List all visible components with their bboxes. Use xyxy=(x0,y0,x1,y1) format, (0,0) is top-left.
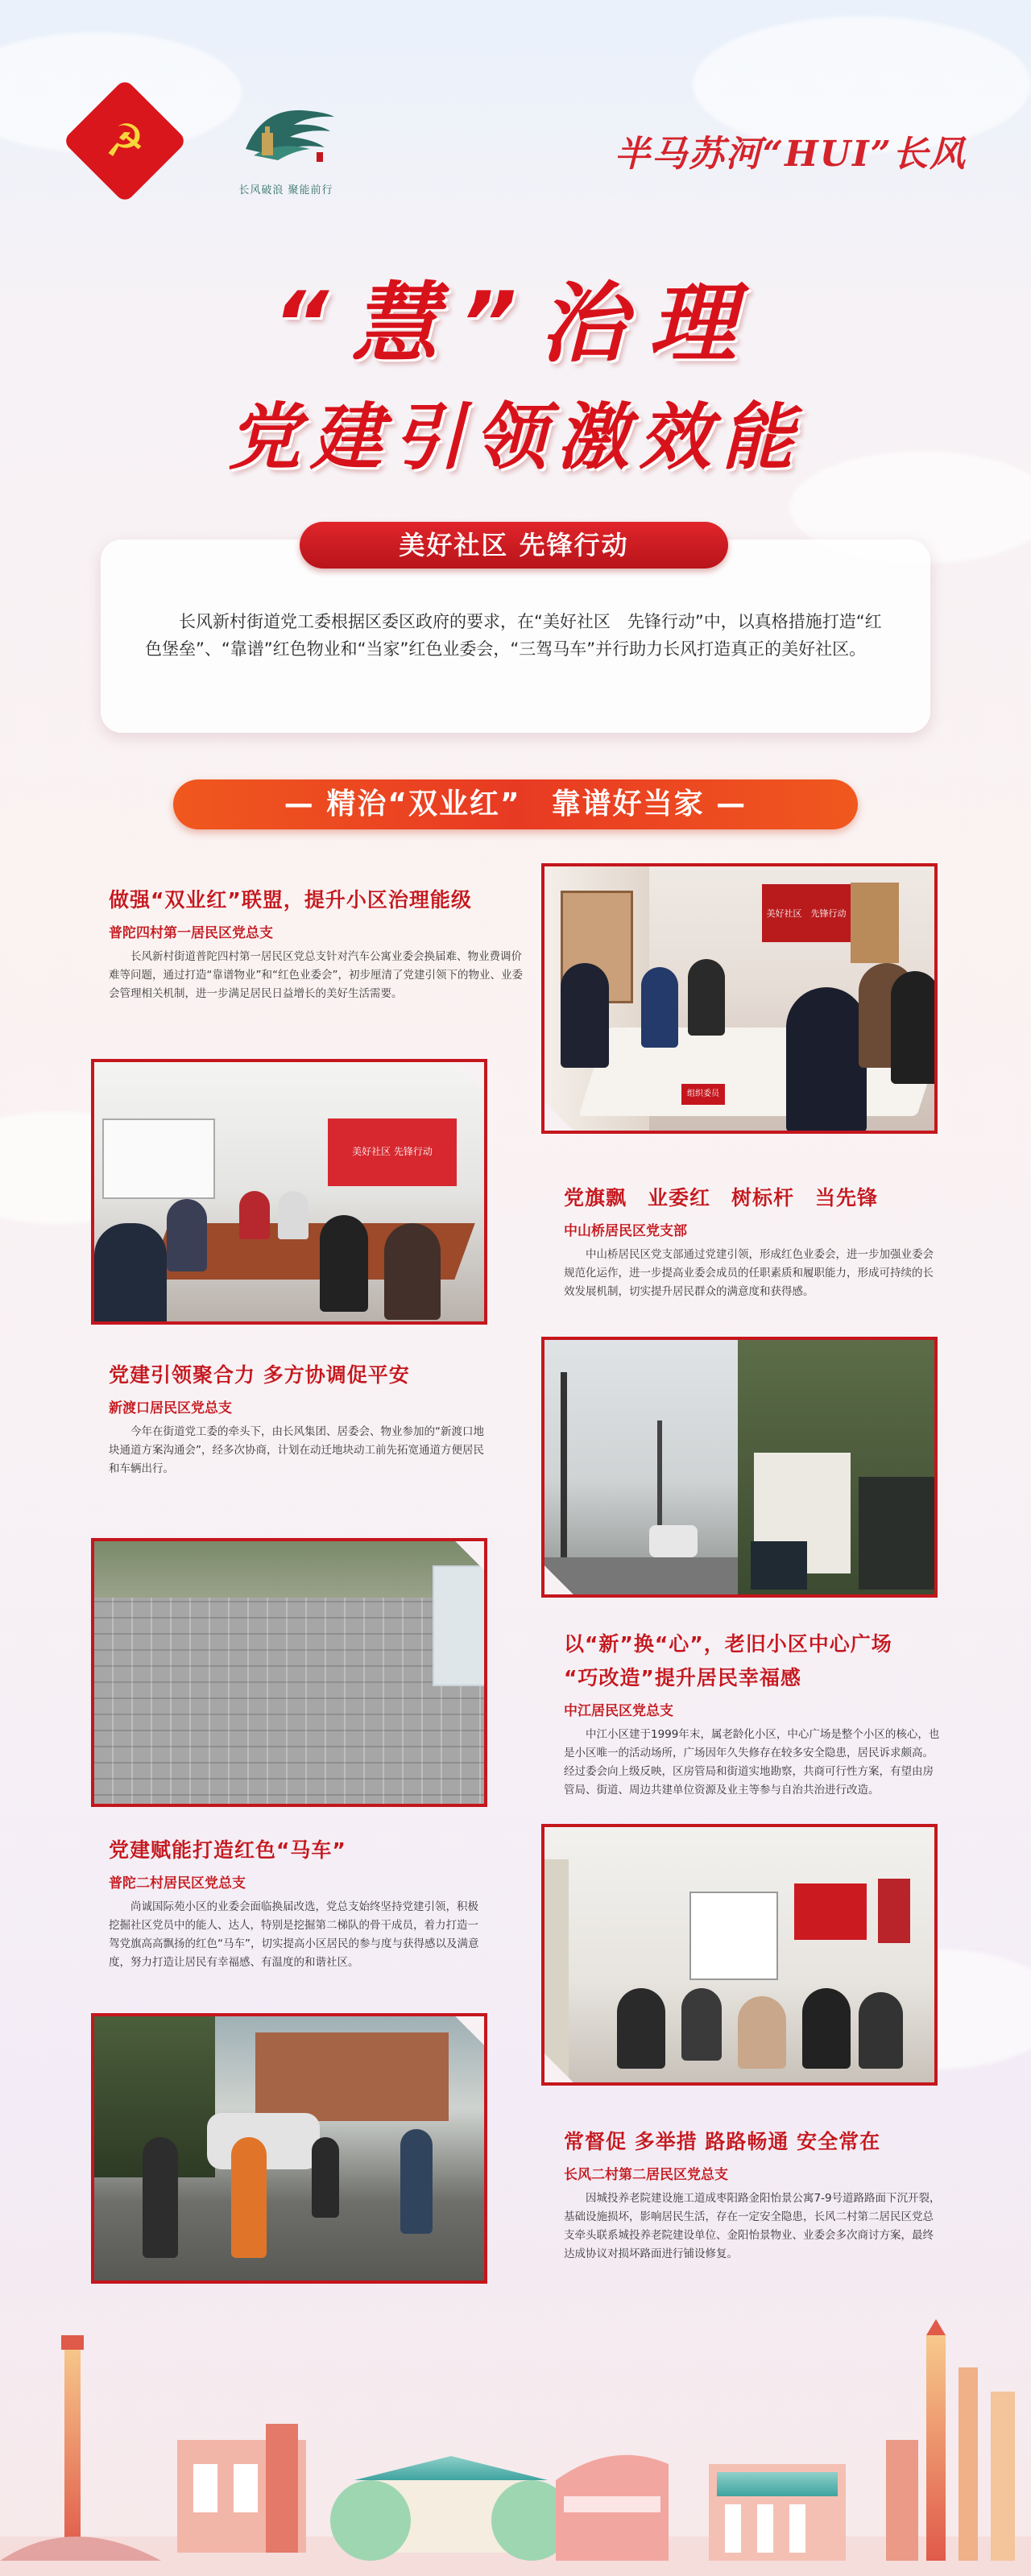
section-title: 党旗飘 业委红 树标杆 当先锋 xyxy=(564,1186,879,1209)
intro-pill-heading: 美好社区 先锋行动 xyxy=(300,522,728,569)
changfeng-logo xyxy=(217,85,354,205)
photo-party-room xyxy=(541,1824,938,2086)
section-org: 普陀二村居民区党总支 xyxy=(109,1875,246,1892)
photo-plaza xyxy=(91,1538,487,1807)
section-1 xyxy=(109,884,528,1003)
section-body: 长风新村街道普陀四村第一居民区党总支针对汽车公寓业委会换届难、物业费调价难等问题，通过打造“靠谱物业”和“红色业委会”，初步厘清了党建引领下的物业、业委会管理相关机制，进一步满足居民日益增长的美好生活需要。 xyxy=(109,950,523,1000)
photo-meeting-2 xyxy=(91,1059,487,1325)
photo-meeting-1 xyxy=(541,863,938,1134)
section-body: 今年在街道党工委的牵头下，由长风集团、居委会、物业参加的“新渡口地块通道方案沟通会”，经多次协商，计划在动迁地块动工前先拓宽通道方便居民和车辆出行。 xyxy=(109,1425,484,1475)
section-title: 以“新”换“心”，老旧小区中心广场 xyxy=(564,1632,892,1656)
section-5 xyxy=(109,1834,487,1972)
page-title: “慧”治理 xyxy=(272,274,759,374)
meeting-screen: 美好社区 先锋行动 xyxy=(328,1118,457,1186)
photo-road xyxy=(91,2013,487,2284)
wave-logo-icon xyxy=(230,93,342,173)
photo-street xyxy=(541,1337,938,1598)
section-title: 做强“双业红”联盟，提升小区治理能级 xyxy=(109,888,472,912)
section-org: 长风二村第二居民区党总支 xyxy=(564,2167,728,2183)
city-skyline-illustration xyxy=(0,2319,1031,2576)
section-4 xyxy=(564,1628,942,1800)
party-emblem-icon xyxy=(62,78,188,204)
intro-paragraph: 长风新村街道党工委根据区委区政府的要求，在“美好社区 先锋行动”中，以真格措施打造“红色堡垒”、“靠谱”红色物业和“当家”红色业委会，“三驾马车”并行助力长风打造真正的美好社区。 xyxy=(145,612,882,659)
name-placard: 组织委员 xyxy=(681,1084,725,1105)
section-title: 党建赋能打造红色“马车” xyxy=(109,1838,346,1862)
section-org: 新渡口居民区党总支 xyxy=(109,1400,232,1416)
section-org: 中江居民区党总支 xyxy=(564,1703,673,1719)
section-body: 中江小区建于1999年末，属老龄化小区，中心广场是整个小区的核心，也是小区唯一的活动场所，广场因年久失修存在较多安全隐患，居民诉求颇高。经过委会向上级反映，区房管局和街道实地勘察，共商可行性方案，有望由房管局、街道、周边共建单位资源及业主等参与自治共治进行改造。 xyxy=(564,1728,940,1797)
section-body: 尚诚国际苑小区的业委会面临换届改选，党总支始终坚持党建引领，积极挖掘社区党员中的能人、达人，特别是挖掘第二梯队的骨干成员，着力打造一驾党旗高高飘扬的红色“马车”，切实提高小区居民的参与度与获得感以及满意度，努力打造让居民有幸福感、有温度的和谐社区。 xyxy=(109,1900,479,1969)
page-subtitle: 党建引领激效能 xyxy=(228,395,803,480)
section-org: 中山桥居民区党支部 xyxy=(564,1223,687,1239)
section-title: 党建引领聚合力 多方协调促平安 xyxy=(109,1363,410,1387)
section-3 xyxy=(109,1359,487,1478)
section-body: 中山桥居民区党支部通过党建引领，形成红色业委会，进一步加强业委会规范化运作，进一步提高业委会成员的任职素质和履职能力，形成可持续的长效发展机制，切实提升居民群众的满意度和获得感。 xyxy=(564,1248,934,1298)
section-title: 常督促 多举措 路路畅通 安全常在 xyxy=(564,2130,881,2153)
header-slogan: 半马苏河“HUI”长风 xyxy=(614,134,967,175)
section-6 xyxy=(564,2126,942,2264)
section-2 xyxy=(564,1182,942,1301)
logo-caption: 长风破浪 聚能前行 xyxy=(238,184,333,196)
section-title-line2: “巧改造”提升居民幸福感 xyxy=(564,1666,801,1689)
section-org: 普陀四村第一居民区党总支 xyxy=(109,925,273,941)
section-body: 因城投养老院建设施工道成枣阳路金阳怡景公寓7-9号道路路面下沉开裂，基础设施损坏，影响居民生活，存在一定安全隐患，长风二村第二居民区党总支牵头联系城投养老院建设单位、金阳怡景物业、业委会多次商讨方案，最终达成协议对损坏路面进行铺设修复。 xyxy=(564,2192,941,2260)
meeting-screen: 美好社区 先锋行动 xyxy=(762,884,851,942)
section-banner: — 精治“双业红” 靠谱好当家 — xyxy=(173,779,858,829)
hammer-sickle-icon: ☭ xyxy=(104,114,146,167)
